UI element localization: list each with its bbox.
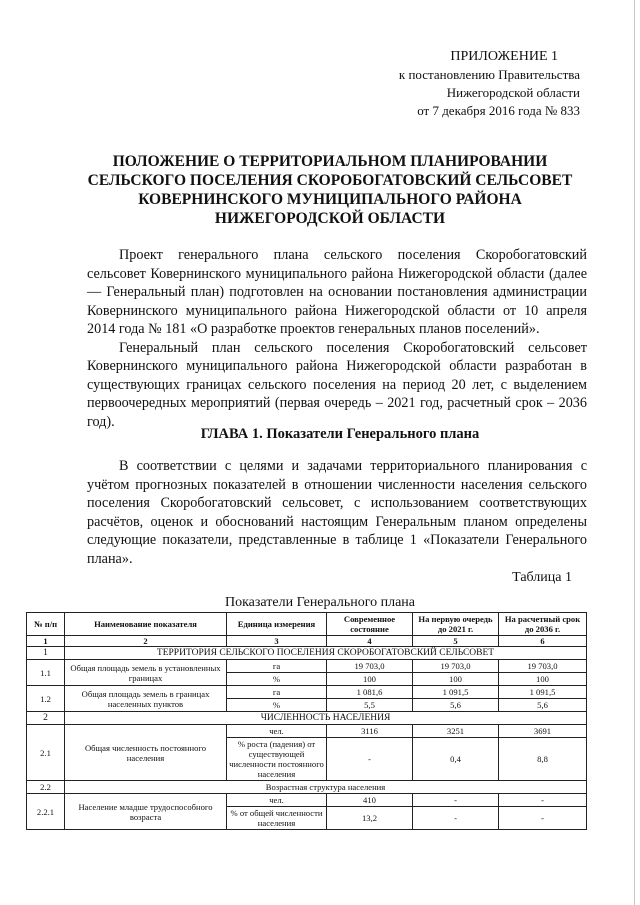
scan-edge-line (634, 0, 635, 905)
row-current: - (327, 738, 413, 781)
row-unit: чел. (227, 725, 327, 738)
row-unit: % от общей численности населения (227, 807, 327, 830)
section-title: ТЕРРИТОРИЯ СЕЛЬСКОГО ПОСЕЛЕНИЯ СКОРОБОГАТОВСКИЙ СЕЛЬСОВЕТ (65, 647, 587, 660)
row-current: 1 081,6 (327, 686, 413, 699)
row-current: 100 (327, 673, 413, 686)
row-first: 19 703,0 (413, 660, 499, 673)
table-row (27, 794, 587, 807)
paragraph-3: В соответствии с целями и задачами территориального планирования с учётом прогнозных показателей в отношении численности населения сельского поселения Скоробогатовский сельсовет, с использованием соответствующих расчётов, оценок и обоснований настоящим Генеральным планом определены следующие показатели, представленные в таблице 1 «Показатели Генерального плана». (87, 458, 587, 567)
row-current: 19 703,0 (327, 660, 413, 673)
row-first: 100 (413, 673, 499, 686)
appendix-line-3: от 7 декабря 2016 года № 833 (417, 103, 580, 118)
section-title: ЧИСЛЕННОСТЬ НАСЕЛЕНИЯ (65, 712, 587, 725)
document-title (70, 152, 590, 228)
colnum-6: 6 (499, 636, 587, 647)
table-row (27, 725, 587, 738)
subsection-title: Возрастная структура населения (65, 781, 587, 794)
appendix-title: ПРИЛОЖЕНИЕ 1 (450, 49, 558, 64)
row-num: 1.1 (27, 660, 65, 686)
row-unit: % (227, 673, 327, 686)
row-current: 3116 (327, 725, 413, 738)
title-line-2: СЕЛЬСКОГО ПОСЕЛЕНИЯ СКОРОБОГАТОВСКИЙ СЕЛЬСОВЕТ (87, 172, 573, 189)
row-name: Общая площадь земель в границах населенных пунктов (65, 686, 227, 712)
row-calc: 1 091,5 (499, 686, 587, 699)
row-num: 2.1 (27, 725, 65, 781)
table-section-row (27, 712, 587, 725)
section-num: 2 (27, 712, 65, 725)
colnum-4: 4 (327, 636, 413, 647)
section-num: 1 (27, 647, 65, 660)
colnum-5: 5 (413, 636, 499, 647)
table-label: Таблица 1 (512, 570, 572, 585)
table-row (27, 686, 587, 699)
row-num: 2.2.1 (27, 794, 65, 830)
subsection-num: 2.2 (27, 781, 65, 794)
row-unit: % роста (падения) от существующей численности постоянного населения (227, 738, 327, 781)
header-name: Наименование показателя (65, 613, 227, 636)
row-name: Общая численность постоянного населения (65, 725, 227, 781)
row-current: 410 (327, 794, 413, 807)
header-current: Современное состояние (327, 613, 413, 636)
table-subsection-row (27, 781, 587, 794)
row-first: 1 091,5 (413, 686, 499, 699)
colnum-3: 3 (227, 636, 327, 647)
row-unit: га (227, 660, 327, 673)
header-first: На первую очередь до 2021 г. (413, 613, 499, 636)
indicators-table (26, 612, 587, 830)
table-caption: Показатели Генерального плана (224, 595, 416, 610)
header-calc: На расчетный срок до 2036 г. (499, 613, 587, 636)
header-unit: Единица измерения (227, 613, 327, 636)
row-unit: чел. (227, 794, 327, 807)
table-row (27, 660, 587, 673)
appendix-line-2: Нижегородской области (446, 85, 580, 100)
row-num: 1.2 (27, 686, 65, 712)
row-current: 5,5 (327, 699, 413, 712)
row-calc: - (499, 807, 587, 830)
title-line-1: ПОЛОЖЕНИЕ О ТЕРРИТОРИАЛЬНОМ ПЛАНИРОВАНИИ (112, 153, 548, 170)
row-calc: - (499, 794, 587, 807)
intro-text (87, 246, 587, 431)
chapter-text (87, 457, 587, 568)
row-first: 0,4 (413, 738, 499, 781)
chapter-heading: ГЛАВА 1. Показатели Генерального плана (200, 426, 480, 442)
row-calc: 100 (499, 673, 587, 686)
title-line-4: НИЖЕГОРОДСКОЙ ОБЛАСТИ (214, 210, 446, 227)
table-section-row (27, 647, 587, 660)
appendix-header (330, 48, 580, 120)
paragraph-1: Проект генерального плана сельского поселения Скоробогатовский сельсовет Ковернинского муниципального района Нижегородской области (далее — Генеральный план) подготовлен на основании постановления администрации Ковернинского муниципального района Нижегородской области от 10 апреля 2014 года № 181 «О разработке проектов генеральных планов поселений». (87, 247, 587, 337)
column-number-row (27, 636, 587, 647)
row-calc: 8,8 (499, 738, 587, 781)
table-header-row (27, 613, 587, 636)
appendix-line-1: к постановлению Правительства (398, 67, 580, 82)
title-line-3: КОВЕРНИНСКОГО МУНИЦИПАЛЬНОГО РАЙОНА (138, 191, 522, 208)
row-first: - (413, 807, 499, 830)
row-first: 3251 (413, 725, 499, 738)
colnum-1: 1 (27, 636, 65, 647)
header-num: № п/п (27, 613, 65, 636)
row-calc: 5,6 (499, 699, 587, 712)
row-name: Население младше трудоспособного возраста (65, 794, 227, 830)
row-first: 5,6 (413, 699, 499, 712)
row-calc: 3691 (499, 725, 587, 738)
row-unit: га (227, 686, 327, 699)
row-name: Общая площадь земель в установленных границах (65, 660, 227, 686)
row-unit: % (227, 699, 327, 712)
paragraph-2: Генеральный план сельского поселения Скоробогатовский сельсовет Ковернинского муниципального района Нижегородской области разработан в существующих границах сельского поселения на период 20 лет, с выделением первоочередных мероприятий (первая очередь – 2021 год, расчетный срок – 2036 год). (87, 339, 587, 430)
row-first: - (413, 794, 499, 807)
row-calc: 19 703,0 (499, 660, 587, 673)
colnum-2: 2 (65, 636, 227, 647)
row-current: 13,2 (327, 807, 413, 830)
